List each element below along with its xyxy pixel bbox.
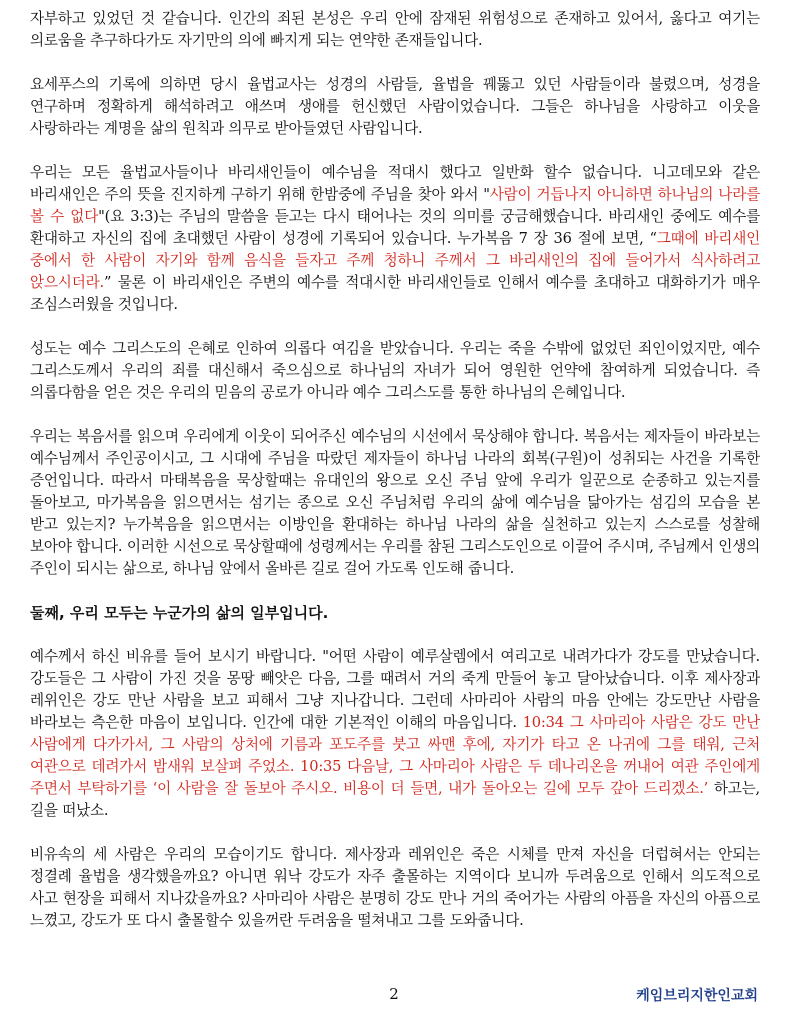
text-run: "(요 3:3)는 주님의 말씀을 듣고는 다시 태어나는 것의 의미를 궁금해했습니다. 바리새인 중에도 예수를 환대하고 자신의 집에 초대했던 사람이 성경에 기록되어 있습니다. 누가복음 7 장 36 절에 보면, “: [30, 208, 761, 247]
section-heading: [30, 602, 760, 624]
page-number: 2: [389, 985, 399, 1003]
paragraph: [30, 162, 760, 316]
text-run: 우리는 복음서를 읽으며 우리에게 이웃이 되어주신 예수님의 시선에서 묵상해야 합니다. 복음서는 제자들이 바라보는 예수님께서 주인공이시고, 그 시대에 주님을 따랐던 제자들이 하나님 나라의 회복(구원)이 성취되는 사건을 기록한 증언입니다. 따라서 마태복음을 묵상할때는 유대인의 왕으로 오신 주님 앞에 우리가 일꾼으로 순종하고 있는지를 돌아보고, 마가복음을 읽으면서는 섬기는 종으로 오신 주님처럼 우리의 삶에 예수님을 닮아가는 섬김의 모습을 본 받고 있는지? 누가복음을 읽으면서는 이방인을 환대하는 하나님 나라의 삶을 실천하고 있는지 스스로를 성찰해 보아야 합니다. 이러한 시선으로 묵상할때에 성령께서는 우리를 참된 그리스도인으로 이끌어 주시며, 주님께서 인생의 주인이 되시는 삶으로, 하나님 앞에서 올바른 길로 걸어 가도록 인도해 줍니다.: [30, 428, 760, 577]
text-run: ” 물론 이 바리새인은 주변의 예수를 적대시한 바리새인들로 인해서 예수를 초대하고 대화하기가 매우 조심스러웠을 것입니다.: [30, 274, 760, 313]
text-run: 자부하고 있었던 것 같습니다. 인간의 죄된 본성은 우리 안에 잠재된 위험성으로 존재하고 있어서, 옳다고 여기는 의로움을 추구하다가도 자기만의 의에 빠지게 되는 연약한 존재들입니다.: [30, 10, 760, 49]
document-body: [30, 8, 760, 954]
church-name: 케임브리지한인교회: [636, 988, 758, 1004]
scripture-quote: 사람이 거듭나지 아니하면 하나님의 나라를 볼 수 없다: [30, 186, 760, 225]
text-run: 예수께서 하신 비유를 들어 보시기 바랍니다. "어떤 사람이 예루살렘에서 여리고로 내려가다가 강도를 만났습니다. 강도들은 그 사람이 가진 것을 몽땅 빼앗은 다음, 그를 때려서 거의 죽게 만들어 놓고 달아났습니다. 이후 제사장과 레위인은 강도 만난 사람을 보고 피해서 그냥 지나갑니다. 그런데 사마리아 사람의 마음 안에는 강도만난 사람을 바라보는 측은한 마음이 보입니다. 인간에 대한 기본적인 이해의 마음입니다.: [30, 648, 760, 731]
paragraph: [30, 74, 760, 140]
paragraph: [30, 338, 760, 404]
paragraph: [30, 844, 760, 932]
paragraph: [30, 8, 760, 52]
text-run: 하고는, 길을 떠났소.: [30, 780, 760, 819]
text-run: 둘째, 우리 모두는 누군가의 삶의 일부입니다.: [30, 604, 329, 622]
text-run: 우리는 모든 율법교사들이나 바리새인들이 예수님을 적대시 했다고 일반화 할수 없습니다. 니고데모와 같은 바리새인은 주의 뜻을 진지하게 구하기 위해 한밤중에 주님을 찾아 와서 ": [30, 164, 760, 203]
scripture-quote: 그때에 바리새인 중에서 한 사람이 자기와 함께 음식을 들자고 주께 청하니 주께서 그 바리새인의 집에 들어가서 식사하려고 앉으시더라.: [30, 230, 760, 291]
text-run: 비유속의 세 사람은 우리의 모습이기도 합니다. 제사장과 레위인은 죽은 시체를 만져 자신을 더럽혀서는 안되는 정결례 율법을 생각했을까요? 아니면 워낙 강도가 자주 출몰하는 지역이다 보니까 두려움으로 인해서 의도적으로 사고 현장을 피해서 지나갔을까요? 사마리아 사람은 분명히 강도 만나 거의 죽어가는 사람의 아픔을 자신의 아픔으로 느꼈고, 강도가 또 다시 출몰할수 있을꺼란 두려움을 떨쳐내고 그를 도와줍니다.: [30, 846, 760, 929]
paragraph: [30, 646, 760, 822]
scripture-quote: 10:34 그 사마리아 사람은 강도 만난 사람에게 다가가서, 그 사람의 상처에 기름과 포도주를 붓고 싸맨 후에, 자기가 타고 온 나귀에 그를 태워, 근처 여관으로 데려가서 밤새워 보살펴 주었소. 10:35 다음날, 그 사마리아 사람은 두 데나리온을 꺼내어 여관 주인에게 주면서 부탁하기를 ‘이 사람을 잘 돌보아 주시오. 비용이 더 들면, 내가 돌아오는 길에 모두 갚아 드리겠소.’: [30, 714, 760, 797]
paragraph: [30, 426, 760, 580]
text-run: 성도는 예수 그리스도의 은혜로 인하여 의롭다 여김을 받았습니다. 우리는 죽을 수밖에 없었던 죄인이었지만, 예수 그리스도께서 우리의 죄를 대신해서 죽으심으로 하나님의 자녀가 되어 영원한 언약에 참여하게 되었습니다. 즉 의롭다함을 얻은 것은 우리의 믿음의 공로가 아니라 예수 그리스도를 통한 하나님의 은혜입니다.: [30, 340, 760, 401]
text-run: 요세푸스의 기록에 의하면 당시 율법교사는 성경의 사람들, 율법을 꿰뚫고 있던 사람들이라 불렸으며, 성경을 연구하며 정확하게 해석하려고 애쓰며 생애를 헌신했던 사람이었습니다. 그들은 하나님을 사랑하고 이웃을 사랑하라는 계명을 삶의 원칙과 의무로 받아들였던 사람입니다.: [30, 76, 760, 137]
